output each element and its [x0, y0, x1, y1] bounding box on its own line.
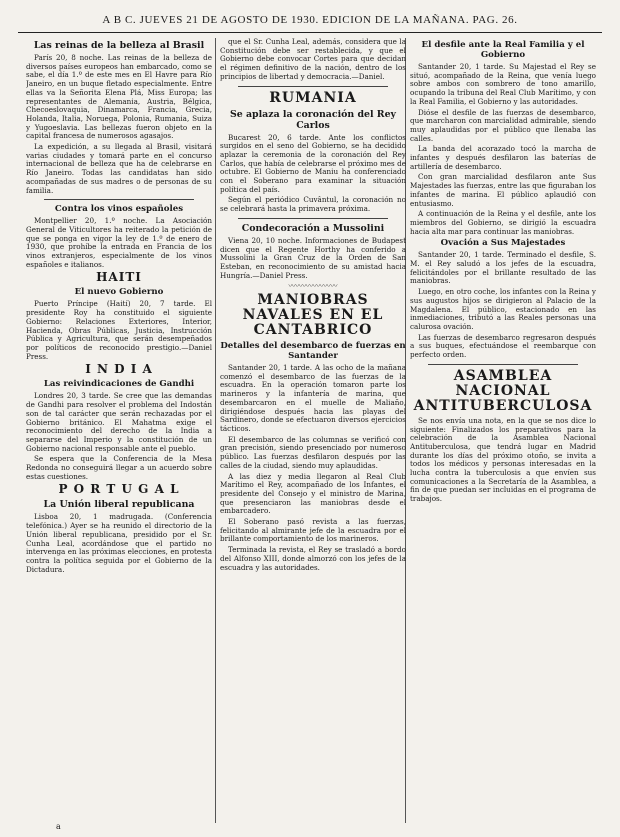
article-paragraph: Londres 20, 3 tarde. Se cree que las demandas de Gandhi para resolver el problema del Indostán son de tal carácter que serán rechazadas por el Gobierno británico. El Mahatma exige el reconocimiento del derecho de la India a separarse del Imperio y la constitución de un Gobierno nacional responsable ante el pueblo.	[26, 391, 212, 453]
column-divider	[215, 38, 216, 823]
article-paragraph: La banda del acorazado tocó la marcha de infantes y después desfilaron las baterías de artillería de desembarco.	[410, 144, 596, 171]
article-paragraph: Las fuerzas de desembarco regresaron después a sus buques, efectuándose el reembarque con perfecto orden.	[410, 332, 596, 360]
column-2	[220, 38, 406, 823]
headline-coronacion: Se aplaza la coronación del Rey Carlos	[229, 108, 397, 131]
section-india: I N D I A	[85, 362, 153, 377]
section-rumania: RUMANIA	[269, 89, 357, 106]
article-separator	[428, 364, 578, 365]
article-paragraph: Según el periódico Cuvântul, la coronación no se celebrará hasta la primavera próxima.	[220, 195, 406, 214]
headline-asamblea: ASAMBLEA NACIONAL ANTITUBERCULOSA	[413, 367, 593, 414]
headline-vinos: Contra los vinos españoles	[54, 204, 184, 215]
article-paragraph: Bucarest 20, 6 tarde. Ante los conflictos surgidos en el seno del Gobierno, se ha decidido aplazar la ceremonia de la coronación del Rey Carlos, que había de celebrarse el próximo mes de octubre. El Gobierno de Maniu ha conferenciado con el Soberano para examinar la situación política del país.	[220, 132, 406, 194]
article-paragraph: Viena 20, 10 noche. Informaciones de Budapest dicen que el Regente Horthy ha conferido a Mussolini la Gran Cruz de la Orden de San Esteban, en reconocimiento de su amistad hacia Hungría.—Daniel Press.	[220, 235, 406, 280]
article-separator	[238, 218, 388, 219]
article-paragraph: Con gran marcialidad desfilaron ante Sus Majestades las fuerzas, entre las que figuraban los infantes de marina. El público aplaudió con entusiasmo.	[410, 172, 596, 208]
article-paragraph: La expedición, a su llegada al Brasil, visitará varias ciudades y tomará parte en el concurso internacional de belleza que ha de celebrarse en Río Janeiro. Todas las candidatas han sido acompañadas de sus madres o de personas de su familia.	[26, 142, 212, 195]
article-paragraph: Santander 20, 1 tarde. A las ocho de la mañana comenzó el desembarco de las fuerzas de la escuadra. En la operación tomaron parte los marineros y la infantería de marina, que desembarcaron en el muelle de Maliaño, dirigiéndose después hacia las playas del Sardinero, donde se efectuaron diversos ejercicios tácticos.	[220, 363, 406, 433]
article-paragraph: Se espera que la Conferencia de la Mesa Redonda no conseguirá llegar a un acuerdo sobre estas cuestiones.	[26, 454, 212, 481]
article-paragraph: Santander 20, 1 tarde. Terminado el desfile, S. M. el Rey saludó a los jefes de la escuadra, felicitándoles por el brillante resultado de las maniobras.	[410, 250, 596, 286]
headline-reinas-belleza: Las reinas de la belleza al Brasil	[33, 40, 205, 51]
headline-desfile: El desfile ante la Real Familia y el Gobierno	[421, 40, 585, 60]
headline-union-liberal: La Unión liberal republicana	[43, 499, 195, 511]
article-paragraph: Santander 20, 1 tarde. Su Majestad el Rey se situó, acompañado de la Reina, que venía luego sobre ambos con sombrero de tono amarillo, ocupando la tribuna del Real Club Marítimo, y con la Real Familia, el Gobierno y las autoridades.	[410, 62, 596, 106]
article-paragraph: Montpellier 20, 1.º noche. La Asociación General de Viticultores ha reiterado la petición de que se ponga en vigor la ley de 1.º de enero de 1930, que prohíbe la entrada en Francia de los vinos extranjeros, especialmente de los vinos españoles e italianos.	[26, 216, 212, 269]
article-paragraph: Luego, en otro coche, los infantes con la Reina y sus augustos hijos se dirigieron al Palacio de la Magdalena. El público, estacionado en las inmediaciones, tributó a las Reales personas una calurosa ovación.	[410, 287, 596, 331]
article-paragraph: que el Sr. Cunha Leal, además, considera que la Constitución debe ser restablecida, y que el Gobierno debe convocar Cortes para que decidan el régimen definitivo de la nación, dentro de los principios de libertad y democracia.—Daniel.	[220, 38, 406, 81]
section-portugal: P O R T U G A L	[58, 482, 180, 497]
article-paragraph: El desembarco de las columnas se verificó con gran precisión, siendo presenciado por numeroso público. Las fuerzas desfilaron después por las calles de la ciudad, siendo muy aplaudidas.	[220, 434, 406, 470]
article-paragraph: Terminada la revista, el Rey se trasladó a bordo del Alfonso XIII, donde almorzó con los jefes de la escuadra y las autoridades.	[220, 545, 406, 572]
column-1	[26, 38, 212, 823]
headline-maniobras-navales: MANIOBRAS NAVALES EN EL CANTABRICO	[242, 292, 384, 339]
article-paragraph: A las diez y media llegaron al Real Club Marítimo el Rey, acompañado de los Infantes, el presidente del Consejo y el ministro de Marina, que presenciaron las maniobras desde el embarcadero.	[220, 471, 406, 516]
headline-mussolini: Condecoración a Mussolini	[241, 222, 385, 234]
page-masthead: A B C. JUEVES 21 DE AGOSTO DE 1930. EDICION DE LA MAÑANA. PAG. 26.	[102, 14, 518, 26]
footer-mark: a	[56, 822, 61, 831]
headline-ovacion: Ovación a Sus Majestades	[440, 238, 566, 249]
article-paragraph: Se nos envía una nota, en la que se nos dice lo siguiente: Finalizados los preparativos para la celebración de la Asamblea Nacional Antituberculosa, que tendrá lugar en Madrid durante los días del próximo otoño, se invita a todos los médicos y personas interesadas en la lucha contra la tuberculosis a que envíen sus comunicaciones a la Secretaría de la Asamblea, a fin de que puedan ser incluidas en el programa de trabajos.	[410, 415, 596, 504]
headline-gandhi: Las reivindicaciones de Gandhi	[43, 379, 195, 390]
article-paragraph: Lisboa 20, 1 madrugada. (Conferencia telefónica.) Ayer se ha reunido el directorio de la Unión liberal republicana, presidido por el Sr. Cunha Leal, acordándose que el partido no intervenga en las próximas elecciones, en protesta contra la política seguida por el Gobierno de la Dictadura.	[26, 512, 212, 574]
article-separator	[44, 199, 194, 200]
article-paragraph: A continuación de la Reina y el desfile, ante los miembros del Gobierno, se dirigió la escuadra hacia alta mar para continuar las maniobras.	[410, 209, 596, 236]
subheadline-desembarco: Detalles del desembarco de fuerzas en Santander	[220, 341, 406, 362]
article-paragraph: París 20, 8 noche. Las reinas de la belleza de diversos países europeos han embarcado, como se sabe, el día 1.º de este mes en El Havre para Río Janeiro, en un buque fletado especialmente. Entre ellas va la Señorita Elena Plá, Miss Europa; las representantes de Alemania, Austria, Bélgica, Checoeslovaquia, Dinamarca, Francia, Grecia, Holanda, Italia, Noruega, Polonia, Rumania, Suiza y Yugoeslavia. Las bellezas fueron objeto en la capital francesa de numerosos agasajos.	[26, 53, 212, 141]
headline-gobierno-haiti: El nuevo Gobierno	[74, 287, 164, 298]
ornament-divider: 〰〰〰〰〰〰〰	[288, 282, 338, 291]
article-paragraph: Puerto Príncipe (Haití) 20, 7 tarde. El presidente Roy ha constituido el siguiente Gobierno: Relaciones Exteriores, Interior, Hacienda, Obras Públicas, Justicia, Instrucción Pública y Agricultura, que serán desempeñados por políticos de reconocido prestigio.—Daniel Press.	[26, 299, 212, 361]
column-3	[410, 38, 596, 823]
section-haiti: HAITI	[96, 270, 142, 285]
masthead-rule	[18, 32, 602, 33]
article-paragraph: El Soberano pasó revista a las fuerzas, felicitando al almirante jefe de la escuadra por el brillante comportamiento de los marineros.	[220, 517, 406, 544]
article-paragraph: Dióse el desfile de las fuerzas de desembarco, que marcharon con marcialidad admirable, siendo muy aplaudidas por el público que llenaba las calles.	[410, 107, 596, 143]
article-separator	[238, 86, 388, 87]
